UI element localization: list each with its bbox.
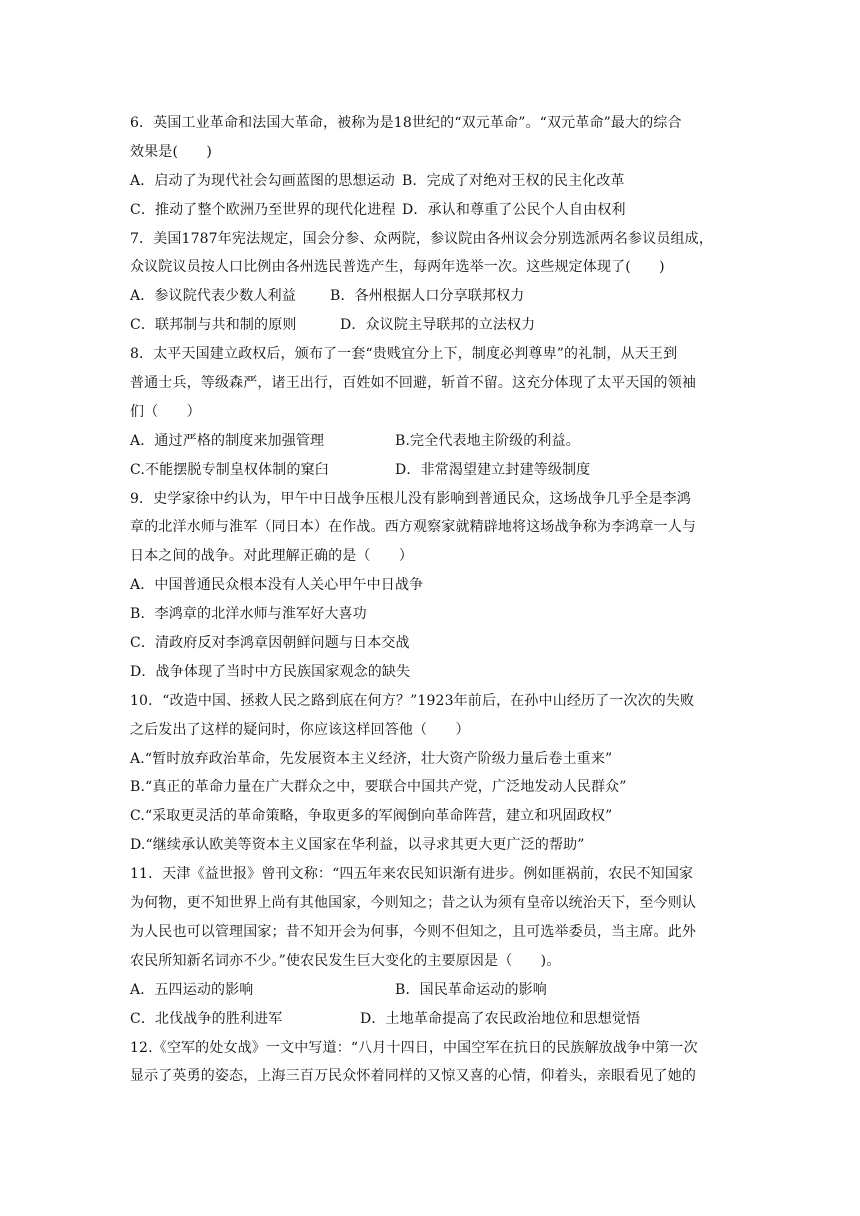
question-stem-line: 众议院议员按人口比例由各州选民普选产生，每两年选举一次。这些规定体现了( ) [130, 259, 665, 276]
question-stem-line: 12.《空军的处女战》一文中写道：“八月十四日，中国空军在抗日的民族解放战争中第一次 [130, 1039, 698, 1056]
question-stem-line: 为何物，更不知世界上尚有其他国家，今则知之；昔之认为须有皇帝以统治天下，至今则认 [130, 895, 696, 912]
option-d: D.“继续承认欧美等资本主义国家在华利益，以寻求其更大更广泛的帮助” [130, 837, 585, 854]
option-row [130, 427, 730, 456]
option-d: D．非常渴望建立封建等级制度 [395, 461, 591, 478]
option-row [130, 976, 730, 1005]
question-stem-line: 7．美国1787年宪法规定，国会分参、众两院，参议院由各州议会分别选派两名参议员组成， [130, 230, 713, 247]
option-b: B．各州根据人口分享联邦权力 [330, 288, 525, 305]
question-stem-line: 章的北洋水师与淮军（同日本）在作战。西方观察家就精辟地将这场战争称为李鸿章一人与 [130, 519, 696, 536]
option-a: A．通过严格的制度来加强管理 [130, 432, 325, 449]
question-6 [130, 109, 730, 225]
question-stem-line: 10．“改造中国、拯救人民之路到底在何方？”1923年前后，在孙中山经历了一次次的失败 [130, 692, 695, 709]
question-8 [130, 340, 730, 484]
option-d: D．众议院主导联邦的立法权力 [340, 317, 536, 334]
option-a: A．启动了为现代社会勾画蓝图的思想运动 [130, 172, 395, 189]
question-stem-line: 们（ ） [130, 403, 201, 420]
option-b: B．李鸿章的北洋水师与淮军好大喜功 [130, 606, 367, 623]
question-7 [130, 225, 730, 341]
option-c: C.不能摆脱专制皇权体制的窠臼 [130, 461, 329, 478]
option-c: C．推动了整个欧洲乃至世界的现代化进程 [130, 201, 396, 218]
option-b: B．完成了对绝对王权的民主化改革 [402, 172, 625, 189]
option-a: A．参议院代表少数人利益 [130, 288, 296, 305]
question-stem-line: 11．天津《益世报》曾刊文称：“四五年来农民知识渐有进步。例如匪祸前，农民不知国家 [130, 866, 694, 883]
question-stem-line: 8．太平天国建立政权后，颁布了一套“贵贱宜分上下，制度必判尊卑”的礼制，从天王到 [130, 346, 678, 363]
option-row [130, 167, 730, 196]
option-d: D．战争体现了当时中方民族国家观念的缺失 [130, 663, 411, 680]
option-a: A.“暂时放弃政治革命，先发展资本主义经济，壮大资产阶级力量后卷土重来” [130, 750, 613, 767]
option-row [130, 282, 730, 311]
option-b: B．国民革命运动的影响 [395, 981, 547, 998]
question-stem-line: 为人民也可以管理国家；昔不知开会为何事，今则不但知之，且可选举委员，当主席。此外 [130, 923, 696, 940]
option-d: D．承认和尊重了公民个人自由权利 [402, 201, 626, 218]
question-list [130, 109, 730, 1091]
question-stem-line: 农民所知新名词亦不少。”使农民发生巨大变化的主要原因是（ )。 [130, 952, 561, 969]
question-11 [130, 860, 730, 1033]
question-10 [130, 687, 730, 860]
option-row [130, 1005, 730, 1034]
question-12 [130, 1034, 730, 1092]
option-c: C．联邦制与共和制的原则 [130, 317, 297, 334]
option-b: B.“真正的革命力量在广大群众之中，要联合中国共产党，广泛地发动人民群众” [130, 779, 627, 796]
option-c: C．清政府反对李鸿章因朝鲜问题与日本交战 [130, 635, 410, 652]
option-a: A．中国普通民众根本没有人关心甲午中日战争 [130, 577, 424, 594]
question-stem-line: 9．史学家徐中约认为，甲午中日战争压根儿没有影响到普通民众，这场战争几乎全是李鸿 [130, 490, 691, 507]
option-a: A．五四运动的影响 [130, 981, 254, 998]
question-stem-line: 普通士兵，等级森严，诸王出行，百姓如不回避，斩首不留。这充分体现了太平天国的领袖 [130, 375, 696, 392]
question-stem-line: 效果是( ) [130, 143, 212, 160]
option-b: B.完全代表地主阶级的利益。 [395, 432, 580, 449]
question-stem-line: 之后发出了这样的疑问时，你应该这样回答他（ ） [130, 721, 470, 738]
option-c: C．北伐战争的胜利进军 [130, 1010, 283, 1027]
question-stem-line: 日本之间的战争。对此理解正确的是（ ） [130, 548, 413, 565]
option-row [130, 311, 730, 340]
question-stem-line: 显示了英勇的姿态，上海三百万民众怀着同样的又惊又喜的心情，仰着头，亲眼看见了她的 [130, 1068, 696, 1085]
question-stem-line: 6．英国工业革命和法国大革命，被称为是18世纪的“双元革命”。“双元革命”最大的综合 [130, 115, 682, 131]
option-row [130, 456, 730, 485]
option-c: C.“采取更灵活的革命策略，争取更多的军阀倒向革命阵营，建立和巩固政权” [130, 808, 613, 825]
option-row [130, 196, 730, 225]
question-9 [130, 485, 730, 687]
option-d: D．土地革命提高了农民政治地位和思想觉悟 [360, 1010, 641, 1027]
